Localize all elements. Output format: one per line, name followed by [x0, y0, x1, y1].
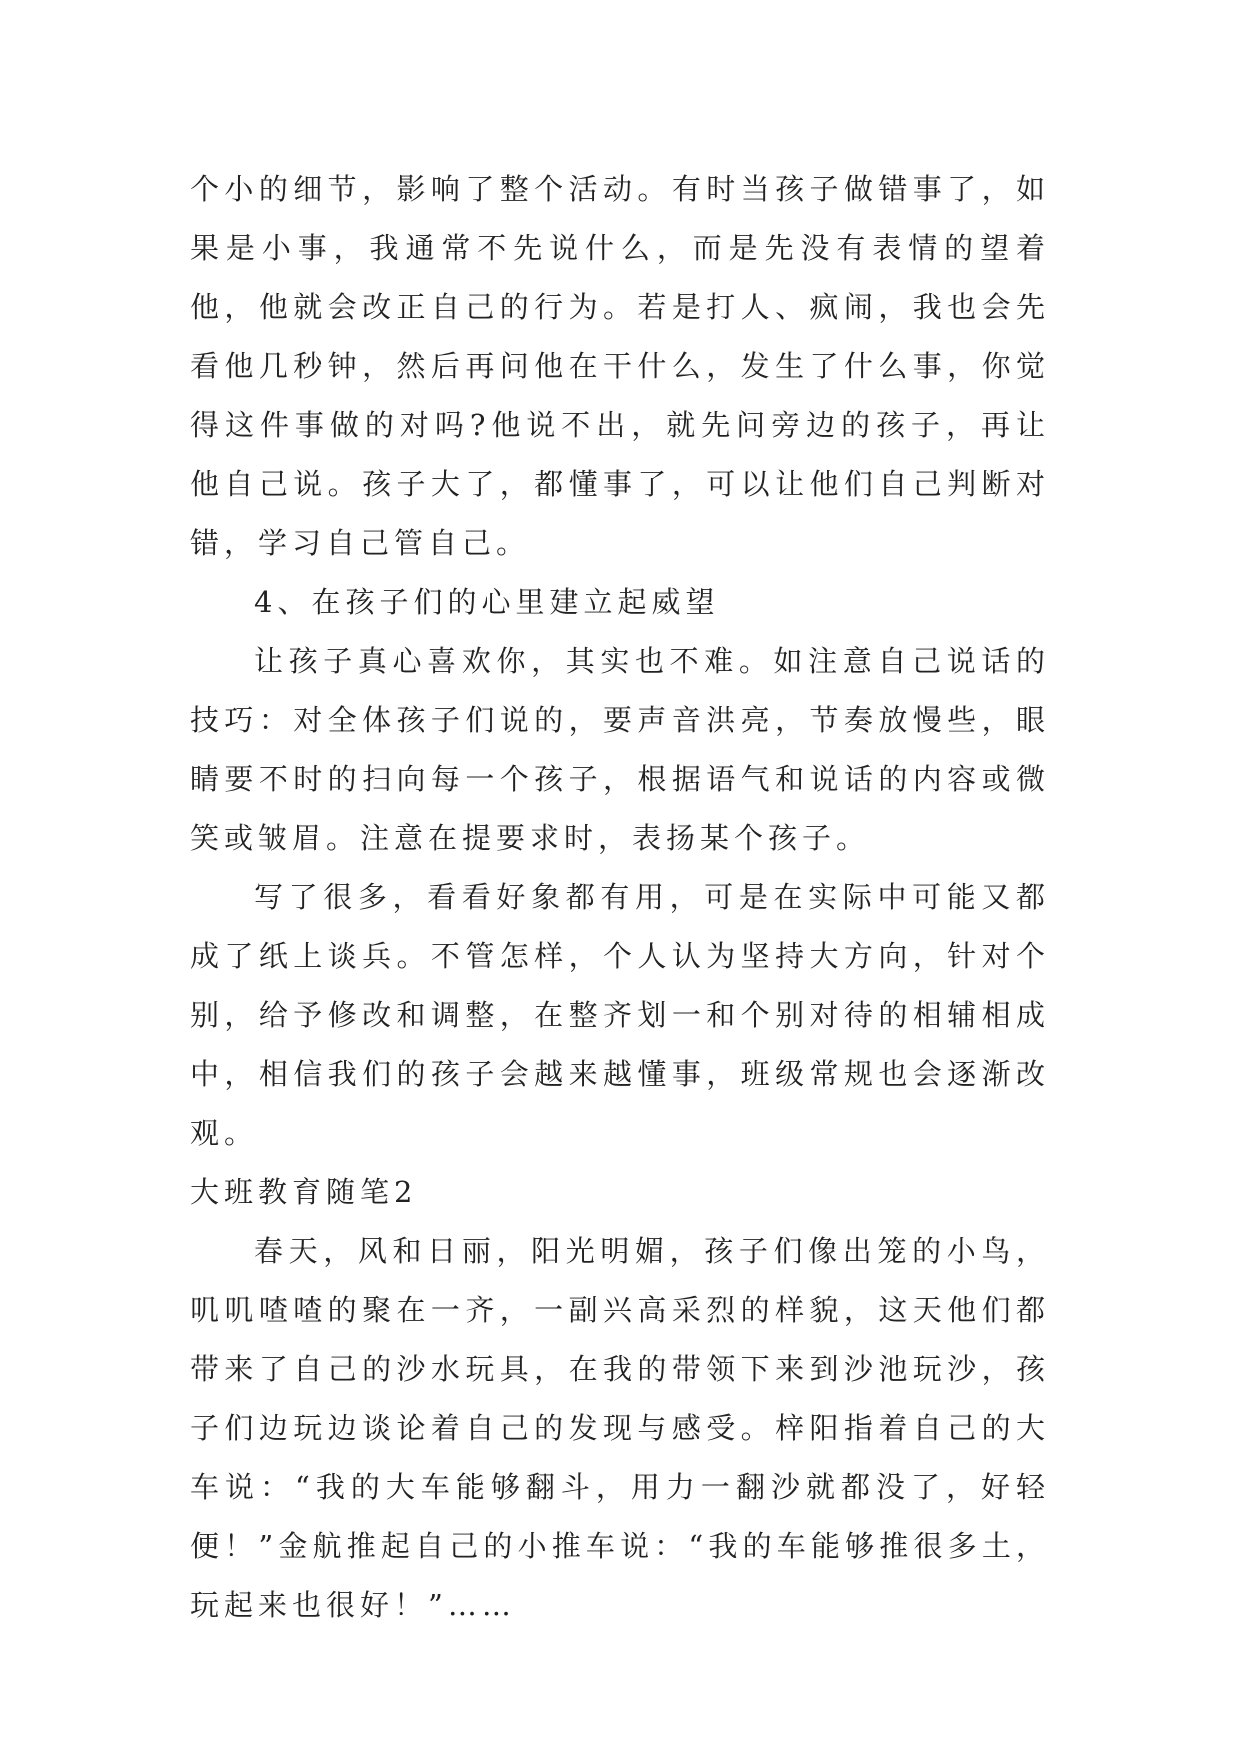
paragraph-conclusion: 写了很多，看看好象都有用，可是在实际中可能又都成了纸上谈兵。不管怎样，个人认为坚持大方向，针对个别，给予修改和调整，在整齐划一和个别对待的相辅相成中，相信我们的孩子会越来越懂事，班级常规也会逐渐改观。 — [190, 880, 1050, 1150]
paragraph-speaking-skills: 让孩子真心喜欢你，其实也不难。如注意自己说话的技巧：对全体孩子们说的，要声音洪亮，节奏放慢些，眼睛要不时的扫向每一个孩子，根据语气和说话的内容或微笑或皱眉。注意在提要求时，表扬某个孩子。 — [190, 644, 1050, 855]
document-body — [190, 160, 1050, 1635]
subheading-authority: 4、在孩子们的心里建立起威望 — [254, 585, 720, 619]
section-title-essay-2: 大班教育随笔2 — [190, 1175, 418, 1209]
paragraph-spring-sandpit: 春天，风和日丽，阳光明媚，孩子们像出笼的小鸟，叽叽喳喳的聚在一齐，一副兴高采烈的样貌，这天他们都带来了自己的沙水玩具，在我的带领下来到沙池玩沙，孩子们边玩边谈论着自己的发现与感受。梓阳指着自己的大车说：“我的大车能够翻斗，用力一翻沙就都没了，好轻便！”金航推起自己的小推车说：“我的车能够推很多土，玩起来也很好！”…… — [190, 1234, 1050, 1622]
paragraph-continuation: 个小的细节，影响了整个活动。有时当孩子做错事了，如果是小事，我通常不先说什么，而是先没有表情的望着他，他就会改正自己的行为。若是打人、疯闹，我也会先看他几秒钟，然后再问他在干什么，发生了什么事，你觉得这件事做的对吗?他说不出，就先问旁边的孩子，再让他自己说。孩子大了，都懂事了，可以让他们自己判断对错，学习自己管自己。 — [190, 172, 1050, 560]
